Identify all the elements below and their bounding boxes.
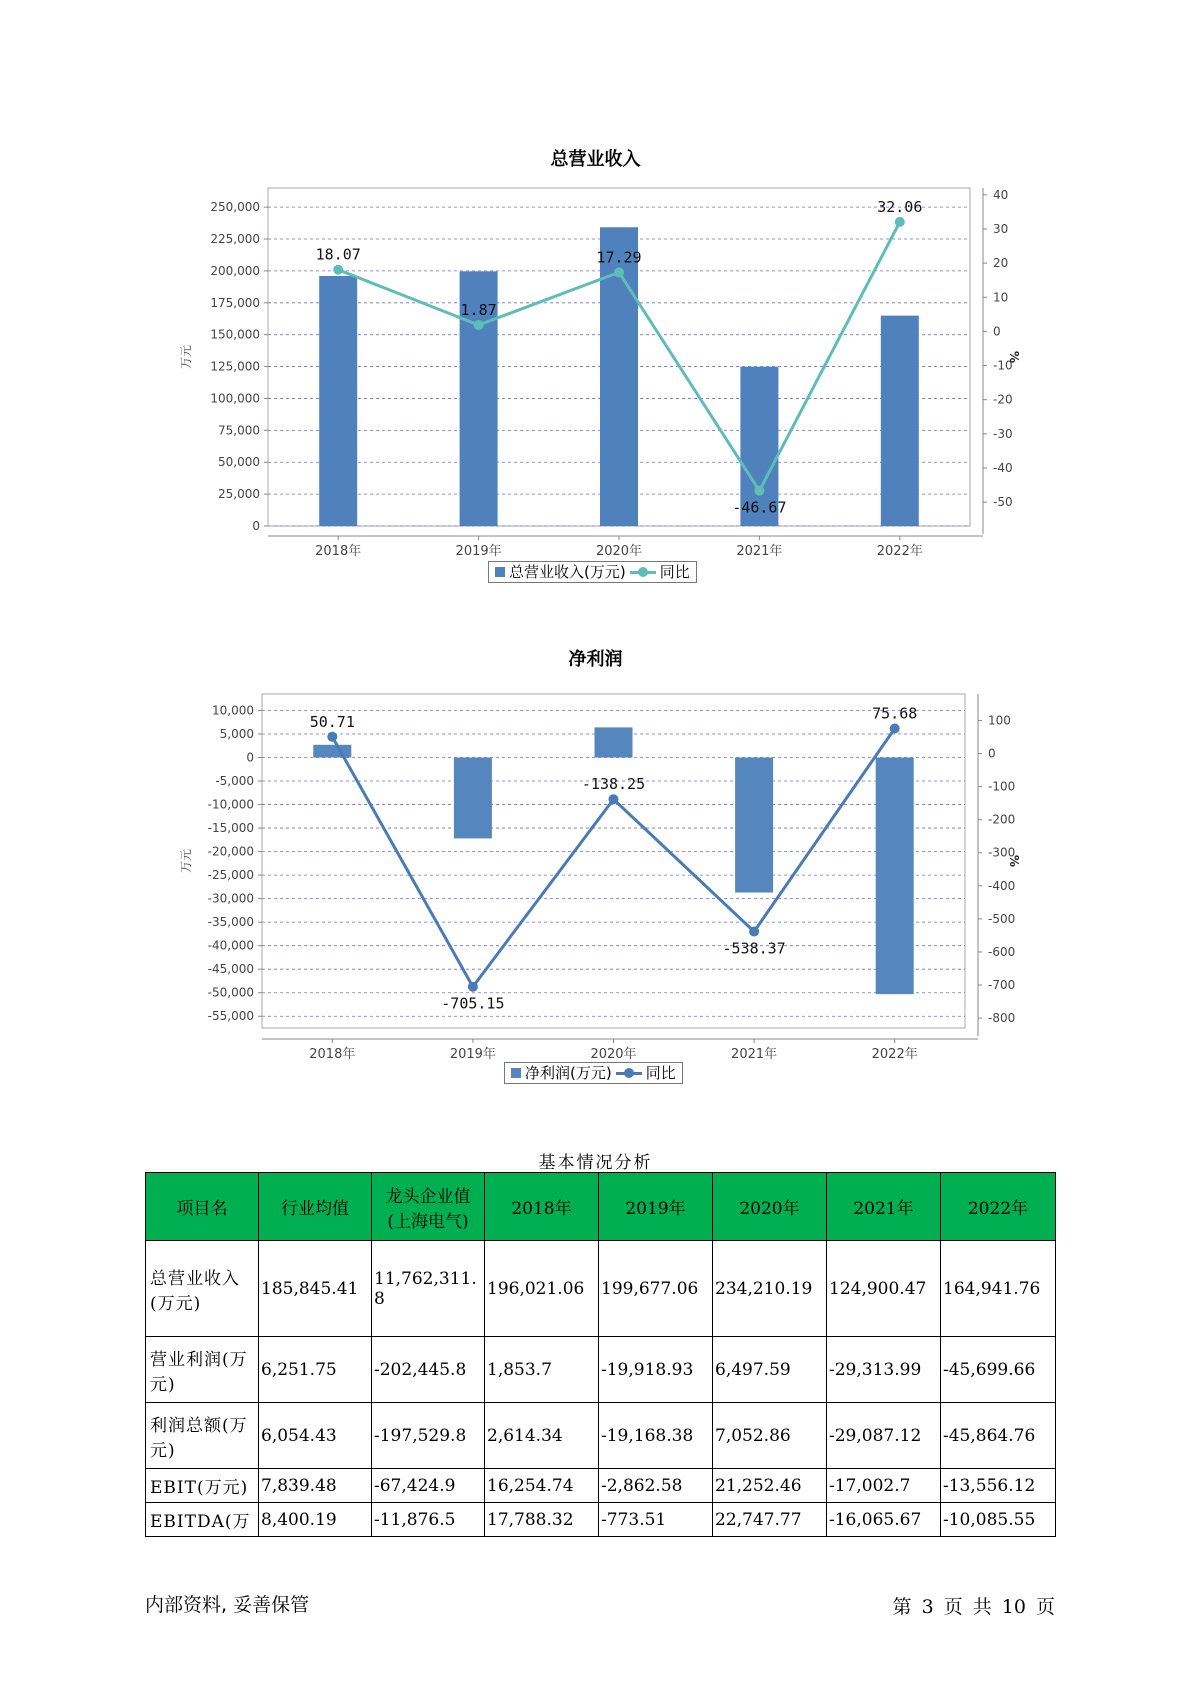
yoy-point: [614, 267, 624, 277]
y-tick-label: 225,000: [210, 232, 260, 247]
y-tick-label: 200,000: [210, 263, 260, 278]
table-header-cell: 2022年: [941, 1173, 1056, 1241]
yoy-data-label: 75.68: [872, 704, 918, 723]
table-cell: 2,614.34: [485, 1403, 599, 1469]
yoy-point: [333, 265, 343, 275]
bar: [595, 727, 633, 757]
yoy-point: [468, 982, 478, 992]
y2-tick-label: 0: [988, 746, 996, 761]
y-tick-label: -50,000: [207, 985, 254, 1000]
y2-tick-label: -50: [993, 495, 1013, 510]
x-tick-label: 2019年: [455, 544, 502, 559]
x-tick-label: 2018年: [315, 544, 362, 559]
row-name-cell: EBIT(万元): [146, 1469, 259, 1503]
table-cell: -17,002.7: [827, 1469, 941, 1503]
y2-tick-label: 30: [993, 221, 1009, 236]
footer-confidential-note: 内部资料, 妥善保管: [145, 1594, 310, 1616]
yoy-data-label: 18.07: [315, 245, 361, 264]
table-cell: -202,445.8: [372, 1337, 485, 1403]
y2-tick-label: 0: [993, 324, 1001, 339]
table-cell: 234,210.19: [713, 1241, 827, 1337]
row-name-cell: 总营业收入(万元): [146, 1241, 259, 1337]
y-tick-label: -5,000: [215, 774, 254, 789]
y-tick-label: 50,000: [218, 455, 260, 470]
x-tick-label: 2021年: [736, 544, 783, 559]
y-tick-label: -25,000: [207, 868, 254, 883]
bar-legend-label: 总营业收入(万元): [509, 563, 626, 581]
y2-axis-label: %: [1007, 854, 1021, 868]
table-cell: -197,529.8: [372, 1403, 485, 1469]
table-header-cell: 行业均值: [259, 1173, 372, 1241]
y-tick-label: -10,000: [207, 797, 254, 812]
y-tick-label: 10,000: [212, 703, 254, 718]
bar-legend-swatch: [495, 567, 505, 577]
y-tick-label: -45,000: [207, 962, 254, 977]
y-tick-label: -55,000: [207, 1009, 254, 1024]
yoy-point: [754, 486, 764, 496]
table-header-row: [146, 1173, 1056, 1241]
table-cell: -773.51: [599, 1503, 713, 1537]
yoy-data-label: -138.25: [581, 775, 646, 794]
table-header-cell: 2021年: [827, 1173, 941, 1241]
yoy-point: [895, 217, 905, 227]
y-axis-label: 万元: [179, 848, 193, 874]
footer-page-number: 第 3 页 共 10 页: [892, 1596, 1055, 1618]
table-cell: 6,054.43: [259, 1403, 372, 1469]
bar: [881, 316, 919, 526]
y2-tick-label: 10: [993, 290, 1009, 305]
table-cell: 6,251.75: [259, 1337, 372, 1403]
table-cell: -45,864.76: [941, 1403, 1056, 1469]
y2-tick-label: -800: [988, 1011, 1016, 1026]
table-cell: 16,254.74: [485, 1469, 599, 1503]
y-tick-label: 0: [246, 750, 254, 765]
table-cell: 17,788.32: [485, 1503, 599, 1537]
y-tick-label: 250,000: [210, 200, 260, 215]
table-row: [146, 1469, 1056, 1503]
table-cell: -45,699.66: [941, 1337, 1056, 1403]
yoy-point: [890, 723, 900, 733]
y-tick-label: -35,000: [207, 915, 254, 930]
bar-legend-label: 净利润(万元): [525, 1064, 612, 1082]
table-header-cell: 2019年: [599, 1173, 713, 1241]
table-cell: -29,087.12: [827, 1403, 941, 1469]
x-tick-label: 2018年: [309, 1047, 356, 1062]
y2-tick-label: -200: [988, 812, 1016, 827]
table-header-cell: 2020年: [713, 1173, 827, 1241]
y-tick-label: 75,000: [218, 423, 260, 438]
table-row: [146, 1503, 1056, 1537]
yoy-data-label: 1.87: [460, 301, 497, 320]
row-name-cell: 营业利润(万元): [146, 1337, 259, 1403]
yoy-point: [609, 794, 619, 804]
table-cell: -67,424.9: [372, 1469, 485, 1503]
table-cell: 185,845.41: [259, 1241, 372, 1337]
y-tick-label: 0: [252, 519, 260, 533]
line-legend-swatch: [630, 567, 656, 577]
yoy-data-label: 32.06: [877, 197, 923, 216]
y2-tick-label: -400: [988, 878, 1016, 893]
table-cell: 11,762,311.8: [372, 1241, 485, 1337]
y-tick-label: 150,000: [210, 327, 260, 342]
line-legend-swatch: [616, 1068, 642, 1078]
chart-title-revenue: 总营业收入: [550, 149, 641, 170]
table-cell: 22,747.77: [713, 1503, 827, 1537]
y-tick-label: -20,000: [207, 844, 254, 859]
table-cell: 199,677.06: [599, 1241, 713, 1337]
x-tick-label: 2021年: [731, 1047, 778, 1062]
table-row: [146, 1403, 1056, 1469]
yoy-point: [749, 927, 759, 937]
table-header-cell: 龙头企业值(上海电气): [372, 1173, 485, 1241]
y-tick-label: -30,000: [207, 891, 254, 906]
y-tick-label: 175,000: [210, 295, 260, 310]
table-cell: -2,862.58: [599, 1469, 713, 1503]
y2-tick-label: -10: [993, 358, 1013, 373]
y2-axis-label: %: [1007, 350, 1021, 364]
y2-tick-label: -100: [988, 779, 1016, 794]
y-axis-label: 万元: [179, 344, 193, 370]
row-name-cell: 利润总额(万元): [146, 1403, 259, 1469]
table-row: [146, 1337, 1056, 1403]
table-cell: -13,556.12: [941, 1469, 1056, 1503]
y2-tick-label: -40: [993, 460, 1013, 475]
y2-tick-label: 40: [993, 187, 1009, 202]
bar: [319, 276, 357, 526]
table-cell: 196,021.06: [485, 1241, 599, 1337]
y2-tick-label: -600: [988, 944, 1016, 959]
bar-legend-swatch: [511, 1068, 521, 1078]
y-tick-label: 25,000: [218, 487, 260, 502]
yoy-data-label: -538.37: [722, 939, 786, 958]
x-tick-label: 2020年: [595, 544, 643, 559]
table-cell: -10,085.55: [941, 1503, 1056, 1537]
table-title: 基本情况分析: [538, 1153, 653, 1173]
bar: [454, 758, 492, 839]
table-cell: 6,497.59: [713, 1337, 827, 1403]
bar: [735, 758, 773, 893]
table-header-cell: 2018年: [485, 1173, 599, 1241]
net-profit-chart: [0, 670, 1191, 1070]
y2-tick-label: -500: [988, 911, 1016, 926]
y-tick-label: 5,000: [219, 726, 254, 741]
table-cell: -19,918.93: [599, 1337, 713, 1403]
line-legend-label: 同比: [659, 563, 690, 581]
bar: [876, 758, 914, 995]
table-row: [146, 1241, 1056, 1337]
revenue-legend: [488, 561, 697, 583]
table-cell: -19,168.38: [599, 1403, 713, 1469]
x-tick-label: 2020年: [590, 1047, 637, 1062]
y2-tick-label: -300: [988, 845, 1016, 860]
x-tick-label: 2019年: [449, 1047, 496, 1062]
y-tick-label: -40,000: [207, 938, 254, 953]
net-profit-legend: [504, 1062, 683, 1084]
table-cell: 7,052.86: [713, 1403, 827, 1469]
yoy-data-label: -46.67: [732, 498, 787, 517]
yoy-data-label: 17.29: [596, 248, 642, 267]
basic-analysis-table: [145, 1172, 1056, 1537]
revenue-chart: [0, 170, 1191, 570]
table-cell: 1,853.7: [485, 1337, 599, 1403]
y-tick-label: -15,000: [207, 821, 254, 836]
x-tick-label: 2022年: [871, 1047, 918, 1062]
yoy-point: [327, 732, 337, 742]
table-cell: 8,400.19: [259, 1503, 372, 1537]
y2-tick-label: -20: [993, 392, 1013, 407]
line-legend-label: 同比: [645, 1064, 676, 1082]
y2-tick-label: 20: [993, 256, 1009, 271]
y2-tick-label: -30: [993, 426, 1013, 441]
yoy-point: [474, 320, 484, 330]
table-cell: 164,941.76: [941, 1241, 1056, 1337]
yoy-data-label: -705.15: [441, 994, 505, 1013]
table-cell: -16,065.67: [827, 1503, 941, 1537]
table-cell: 21,252.46: [713, 1469, 827, 1503]
table-header-cell: 项目名: [146, 1173, 259, 1241]
table-cell: -29,313.99: [827, 1337, 941, 1403]
bar: [313, 745, 351, 758]
x-tick-label: 2022年: [876, 544, 923, 559]
chart-title-net-profit: 净利润: [568, 649, 623, 670]
y2-tick-label: -700: [988, 978, 1016, 993]
table-cell: -11,876.5: [372, 1503, 485, 1537]
y-tick-label: 125,000: [210, 359, 260, 374]
y2-tick-label: 100: [988, 713, 1011, 728]
row-name-cell: EBITDA(万: [146, 1503, 259, 1537]
y-tick-label: 100,000: [210, 391, 260, 406]
table-cell: 7,839.48: [259, 1469, 372, 1503]
table-cell: 124,900.47: [827, 1241, 941, 1337]
yoy-data-label: 50.71: [309, 712, 355, 731]
